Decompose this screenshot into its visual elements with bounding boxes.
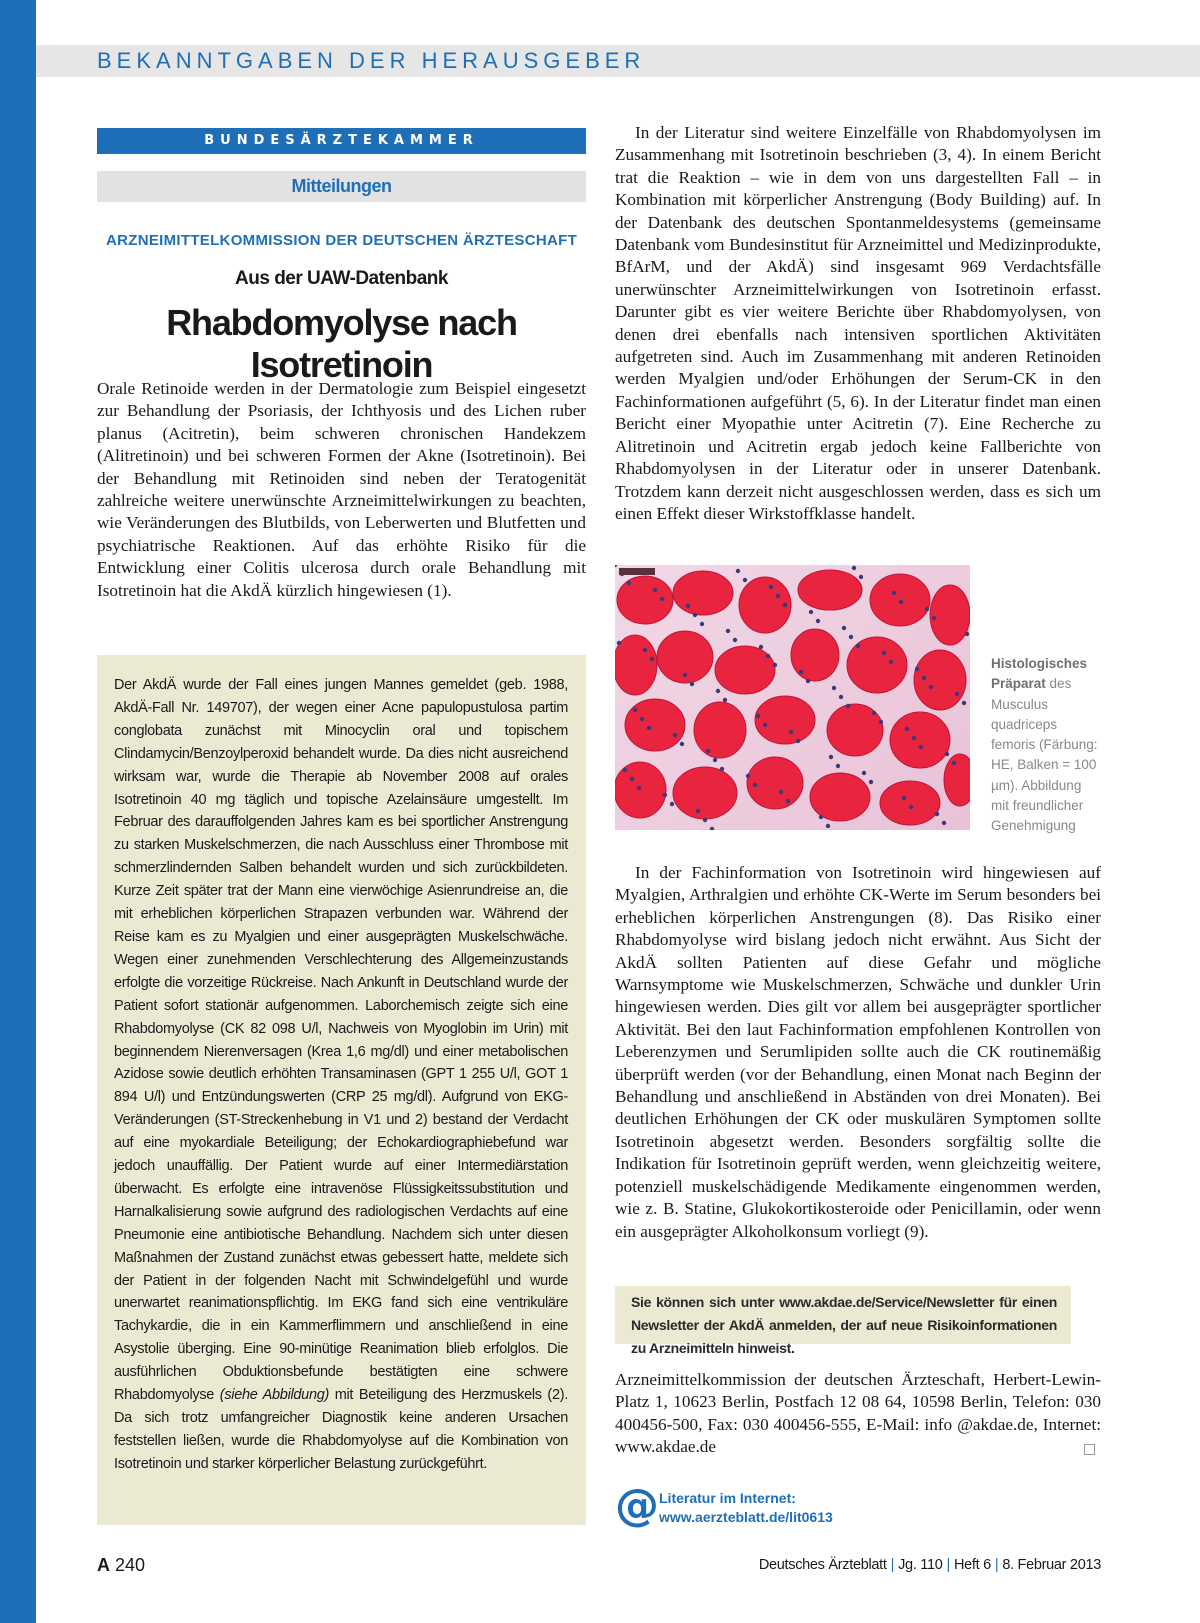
cell-nucleus bbox=[723, 698, 727, 702]
cell-nucleus bbox=[859, 575, 863, 579]
page-number bbox=[97, 1555, 145, 1576]
case-report-text bbox=[114, 674, 568, 1476]
article-section-label: ARZNEIMITTELKOMMISSION DER DEUTSCHEN ÄRZTESCHAFT bbox=[105, 232, 578, 249]
right-column-top bbox=[615, 122, 1101, 525]
cell-nucleus bbox=[627, 581, 631, 585]
cell-nucleus bbox=[647, 726, 651, 730]
category-banner: Mitteilungen bbox=[97, 171, 586, 202]
cell-nucleus bbox=[726, 629, 730, 633]
cell-nucleus bbox=[832, 686, 836, 690]
cell-nucleus bbox=[630, 777, 634, 781]
right-column-middle bbox=[615, 862, 1101, 1243]
cell-nucleus bbox=[796, 739, 800, 743]
intro-paragraph-block bbox=[97, 378, 586, 602]
cell-nucleus bbox=[617, 641, 621, 645]
literature-link[interactable]: www.aerzteblatt.de/lit0613 bbox=[659, 1509, 833, 1525]
muscle-fiber bbox=[755, 696, 815, 744]
cell-nucleus bbox=[889, 660, 893, 664]
histology-figure bbox=[615, 565, 970, 830]
cell-nucleus bbox=[753, 783, 757, 787]
cell-nucleus bbox=[773, 663, 777, 667]
case-report-end: mit Beteiligung des Herzmuskels (2). Da sich trotz umfangreicher Diagnostik keine anderen Ursachen feststellen ließen, wurde die Rhabdomyolyse auf die Kombination von Isotretinoin und starker körperlicher Belastung zurückgeführt. bbox=[114, 1387, 568, 1472]
cell-nucleus bbox=[962, 701, 966, 705]
footer-citation bbox=[759, 1557, 1101, 1573]
side-color-bar bbox=[0, 0, 36, 1623]
at-sign-icon: @ bbox=[615, 1480, 659, 1531]
cell-nucleus bbox=[942, 821, 946, 825]
muscle-fiber bbox=[798, 570, 862, 610]
contact-block bbox=[615, 1369, 1101, 1459]
cell-nucleus bbox=[915, 667, 919, 671]
cell-nucleus bbox=[826, 824, 830, 828]
muscle-fiber bbox=[673, 767, 737, 819]
cell-nucleus bbox=[720, 767, 724, 771]
muscle-fiber bbox=[615, 635, 657, 695]
figure-caption-text: des Musculus quadriceps femoris (Färbung: HE, Balken = 100 µm). Abbildung mit freundlicher Genehmigung bbox=[991, 676, 1098, 834]
cell-nucleus bbox=[670, 802, 674, 806]
cell-nucleus bbox=[862, 771, 866, 775]
cell-nucleus bbox=[690, 682, 694, 686]
cell-nucleus bbox=[829, 755, 833, 759]
cell-nucleus bbox=[776, 594, 780, 598]
cell-nucleus bbox=[852, 566, 856, 570]
muscle-fiber bbox=[791, 629, 839, 681]
cell-nucleus bbox=[759, 645, 763, 649]
cell-nucleus bbox=[783, 603, 787, 607]
cell-nucleus bbox=[763, 723, 767, 727]
section-header-title: BEKANNTGABEN DER HERAUSGEBER bbox=[97, 48, 646, 73]
cell-nucleus bbox=[615, 565, 617, 567]
cell-nucleus bbox=[693, 613, 697, 617]
cell-nucleus bbox=[816, 619, 820, 623]
cell-nucleus bbox=[779, 790, 783, 794]
muscle-fiber bbox=[880, 781, 940, 825]
figure-caption bbox=[991, 654, 1101, 837]
cell-nucleus bbox=[713, 758, 717, 762]
organization-banner: BUNDESÄRZTEKAMMER bbox=[97, 128, 586, 154]
cell-nucleus bbox=[640, 717, 644, 721]
scale-bar bbox=[619, 568, 655, 575]
cell-nucleus bbox=[789, 730, 793, 734]
cell-nucleus bbox=[696, 809, 700, 813]
cell-nucleus bbox=[882, 651, 886, 655]
case-report-main: Der AkdÄ wurde der Fall eines jungen Mannes gemeldet (geb. 1988, AkdÄ-Fall Nr. 149707), der wegen einer Acne papulopustulosa partim conglobata zunächst mit Minocyclin oral und topischem Clindamycin/Benzoylperoxid behandelt wurde. Da dies nicht ausreichend wirksam war, wurde die Therapie ab November 2008 auf orales Isotretinoin 40 mg täglich und topische Azelainsäure umgestellt. Im Februar des darauffolgenden Jahres kam es bei sportlicher Anstrengung zu starken Muskelschmerzen, die nach Ausschluss einer Thrombose mit schmerzlindernden Salben behandelt wurden und sich zurückbildeten. Kurze Zeit später trat der Mann eine vierwöchige Asienrundreise an, die mit erheblichen körperlichen Strapazen verbunden war. Während der Reise kam es zu Myalgien und einer ausgeprägten Muskelschwäche. Wegen einer zunehmenden Verschlechterung des Allgemeinzustands erfolgte die vorzeitige Rückreise. Nach Ankunft in Deutschland wurde der Patient sofort stationär aufgenommen. Laborchemisch zeigte sich eine Rhabdomyolyse (CK 82 098 U/l, Nachweis von Myoglobin im Urin) mit beginnendem Nierenversagen (Krea 1,6 mg/dl) und einer metabolischen Azidose sowie deutlich erhöhten Transaminasen (GPT 1 255 U/l, GOT 1 894 U/l) und Entzündungswerten (CRP 25 mg/dl). Aufgrund von EKG-Veränderungen (ST-Streckenhebung in V1 und 2) bestand der Verdacht auf eine myokardiale Beteiligung; der Echokardiographiebefund war jedoch unauffällig. Der Patient wurde auf einer Intermediärstation überwacht. Es erfolgte eine intravenöse Flüssigkeitssubstitution und Harnalkalisierung sowie aufgrund des radiologischen Verdachts auf eine Pneumonie eine antibiotische Behandlung. Nachdem sich unter diesen Maßnahmen der Zustand zunächst etwas gebessert hatte, meldete sich der Patient in der folgenden Nacht mit Schwindelgefühl und wurde unerwartet reanimationspflichtig. Im EKG fand sich eine ventrikuläre Tachykardie, die in ein Kammerflimmern und anschließend in eine Asystolie überging. Eine 90-minütige Reanimation blieb erfolglos. Die ausführlichen Obduktionsbefunde bestätigten eine schwere Rhabdomyolyse bbox=[114, 677, 568, 1404]
cell-nucleus bbox=[905, 727, 909, 731]
footer-date: 8. Februar 2013 bbox=[1002, 1557, 1101, 1573]
cell-nucleus bbox=[700, 622, 704, 626]
cell-nucleus bbox=[929, 685, 933, 689]
right-paragraph-1: In der Literatur sind weitere Einzelfälle von Rhabdomyolysen im Zusammenhang mit Isotretinoin beschrieben (3, 4). In einem Bericht trat die Reaktion – wie in dem von uns dargestellten Fall – in Kombination mit körperlicher Anstrengung (Body Building) auf. In der Datenbank des deutschen Spontanmeldesystems (gemeinsame Datenbank vom Bundesinstitut für Arzneimittel und Medizinprodukte, BfArM, und der AkdÄ) sind insgesamt 969 Verdachtsfälle unerwünschter Arzneimittelwirkungen von Isotretinoin erfasst. Darunter gibt es vier weitere Berichte über Rhabdomyolysen, von denen drei ebenfalls nach intensiven sportlichen Aktivitäten aufgetreten sind. Auch im Zusammenhang mit anderen Retinoiden werden Myalgien und/oder Erhöhungen der Serum-CK in den Fachinformationen aufgeführt (5, 6). In der Literatur findet man einen Bericht einer Myopathie unter Acitretin (7). Eine Recherche zu Alitretinoin und Acitretin ergab jedoch keine Fallberichte von Rhabdomyolysen in der Literatur oder in unserer Datenbank. Trotzdem kann derzeit nicht ausgeschlossen werden, dass es sich um einen Effekt dieser Wirkstoffklasse handelt. bbox=[615, 123, 1101, 523]
literature-label: Literatur im Internet: bbox=[659, 1490, 796, 1506]
muscle-fiber bbox=[715, 646, 775, 694]
cell-nucleus bbox=[769, 585, 773, 589]
cell-nucleus bbox=[892, 591, 896, 595]
cell-nucleus bbox=[836, 764, 840, 768]
cell-nucleus bbox=[663, 793, 667, 797]
footer-separator: | bbox=[890, 1557, 895, 1573]
cell-nucleus bbox=[703, 818, 707, 822]
cell-nucleus bbox=[806, 679, 810, 683]
cell-nucleus bbox=[686, 604, 690, 608]
cell-nucleus bbox=[799, 670, 803, 674]
intro-paragraph: Orale Retinoide werden in der Dermatologie zum Beispiel eingesetzt zur Behandlung der Psoriasis, der Ichthyosis und des Lichen ruber planus (Acitretin), beim schweren chronischen Handekzem (Alitretinoin) und bei schweren Formen der Akne (Isotretinoin). Bei der Behandlung mit Retinoiden sind neben der Teratogenität zahlreiche weitere unerwünschte Arzneimittelwirkungen zu beachten, wie Veränderungen des Blutbilds, von Leberwerten und Blutfetten und psychiatrische Reaktionen. Auf das erhöhte Risiko für die Entwicklung einer Colitis ulcerosa durch orale Behandlung mit Isotretinoin hat die AkdÄ kürzlich hingewiesen (1). bbox=[97, 379, 586, 600]
cell-nucleus bbox=[756, 714, 760, 718]
cell-nucleus bbox=[716, 689, 720, 693]
cell-nucleus bbox=[839, 695, 843, 699]
cell-nucleus bbox=[633, 708, 637, 712]
muscle-fiber bbox=[890, 712, 950, 768]
cell-nucleus bbox=[899, 600, 903, 604]
cell-nucleus bbox=[919, 745, 923, 749]
cell-nucleus bbox=[922, 676, 926, 680]
muscle-fiber bbox=[615, 762, 666, 818]
cell-nucleus bbox=[743, 578, 747, 582]
cell-nucleus bbox=[706, 749, 710, 753]
cell-nucleus bbox=[925, 607, 929, 611]
case-report-figure-ref: (siehe Abbildung) bbox=[219, 1387, 329, 1404]
cell-nucleus bbox=[650, 657, 654, 661]
cell-nucleus bbox=[637, 786, 641, 790]
muscle-fiber bbox=[930, 585, 970, 645]
page-prefix: A bbox=[97, 1555, 110, 1575]
cell-nucleus bbox=[846, 704, 850, 708]
cell-nucleus bbox=[623, 768, 627, 772]
newsletter-box: Sie können sich unter www.akdae.de/Service/Newsletter für einen Newsletter der AkdÄ anmelden, der auf neue Risikoinformationen zu Arzneimitteln hinweist. bbox=[615, 1286, 1071, 1344]
article-kicker: Aus der UAW-Datenbank bbox=[235, 268, 448, 289]
muscle-fiber bbox=[944, 754, 970, 806]
muscle-fiber bbox=[694, 702, 746, 758]
muscle-fibers-image bbox=[615, 565, 970, 830]
cell-nucleus bbox=[736, 569, 740, 573]
cell-nucleus bbox=[683, 673, 687, 677]
cell-nucleus bbox=[952, 761, 956, 765]
muscle-fiber bbox=[810, 773, 870, 821]
cell-nucleus bbox=[912, 736, 916, 740]
cell-nucleus bbox=[872, 711, 876, 715]
cell-nucleus bbox=[935, 812, 939, 816]
cell-nucleus bbox=[660, 597, 664, 601]
cell-nucleus bbox=[746, 774, 750, 778]
cell-nucleus bbox=[856, 644, 860, 648]
cell-nucleus bbox=[653, 588, 657, 592]
cell-nucleus bbox=[842, 626, 846, 630]
contact-paragraph bbox=[615, 1369, 1101, 1459]
cell-nucleus bbox=[733, 638, 737, 642]
footer-volume: Jg. 110 bbox=[898, 1557, 943, 1573]
cell-nucleus bbox=[819, 815, 823, 819]
muscle-fiber bbox=[914, 650, 966, 710]
cell-nucleus bbox=[879, 720, 883, 724]
cell-nucleus bbox=[673, 733, 677, 737]
end-of-article-icon bbox=[1084, 1444, 1095, 1455]
muscle-fiber bbox=[673, 571, 733, 615]
footer-separator: | bbox=[994, 1557, 999, 1573]
cell-nucleus bbox=[680, 742, 684, 746]
contact-text: Arzneimittelkommission der deutschen Ärzteschaft, Herbert-Lewin-Platz 1, 10623 Berlin, Postfach 12 08 64, 10598 Berlin, Telefon: 030 400456-500, Fax: 030 400456-555, E-Mail: info @akdae.de, Internet: www.akdae.de bbox=[615, 1370, 1101, 1457]
cell-nucleus bbox=[955, 692, 959, 696]
right-paragraph-2: In der Fachinformation von Isotretinoin wird hingewiesen auf Myalgien, Arthralgien und erhöhte CK-Werte im Serum besonders bei erheblichen körperlichen Anstrengungen (8). Das Risiko einer Rhabdomyolyse wird bislang jedoch nicht erwähnt. Aus Sicht der AkdÄ sollten Patienten auf diese Gefahr und mögliche Warnsymptome wie Muskelschmerzen, Schwäche und dunkler Urin hingewiesen werden. Dies gilt vor allem bei ausgeprägter sportlicher Aktivität. Bei den laut Fachinformation empfohlenen Kontrollen von Leberenzymen und Serumlipiden sollte auch die CK routinemäßig überprüft werden (vor der Behandlung, einen Monat nach Beginn der Behandlung und anschließend in Abständen von drei Monaten). Bei deutlichen Erhöhungen der CK oder muskulären Symptomen sollte Isotretinoin abgesetzt werden. Besonders sorgfältig sollte die Indikation für Isotretinoin geprüft werden, wenn gleichzeitig weitere, potenziell muskelschädigende Medikamente eingenommen werden, wie z. B. Statine, Glukokortikosteroide oder Penicillamin, oder wenn ein ausgeprägter Alkoholkonsum vorliegt (9). bbox=[615, 863, 1101, 1241]
footer-separator: | bbox=[946, 1557, 950, 1573]
cell-nucleus bbox=[909, 805, 913, 809]
cell-nucleus bbox=[766, 654, 770, 658]
cell-nucleus bbox=[710, 827, 714, 830]
cell-nucleus bbox=[849, 635, 853, 639]
muscle-fiber bbox=[870, 574, 930, 626]
cell-nucleus bbox=[965, 632, 969, 636]
article-headline: Rhabdomyolyse nach Isotretinoin bbox=[166, 302, 517, 385]
case-report-box bbox=[97, 655, 586, 1525]
cell-nucleus bbox=[809, 610, 813, 614]
muscle-fiber bbox=[617, 576, 673, 624]
cell-nucleus bbox=[932, 616, 936, 620]
cell-nucleus bbox=[643, 648, 647, 652]
footer-journal: Deutsches Ärzteblatt bbox=[758, 1557, 887, 1573]
muscle-fiber bbox=[625, 699, 685, 751]
cell-nucleus bbox=[786, 799, 790, 803]
cell-nucleus bbox=[869, 780, 873, 784]
cell-nucleus bbox=[945, 752, 949, 756]
figure-caption-title: Histologisches Präparat bbox=[991, 656, 1088, 692]
page-number-value: 240 bbox=[115, 1555, 146, 1575]
cell-nucleus bbox=[902, 796, 906, 800]
footer-issue: Heft 6 bbox=[953, 1557, 991, 1573]
